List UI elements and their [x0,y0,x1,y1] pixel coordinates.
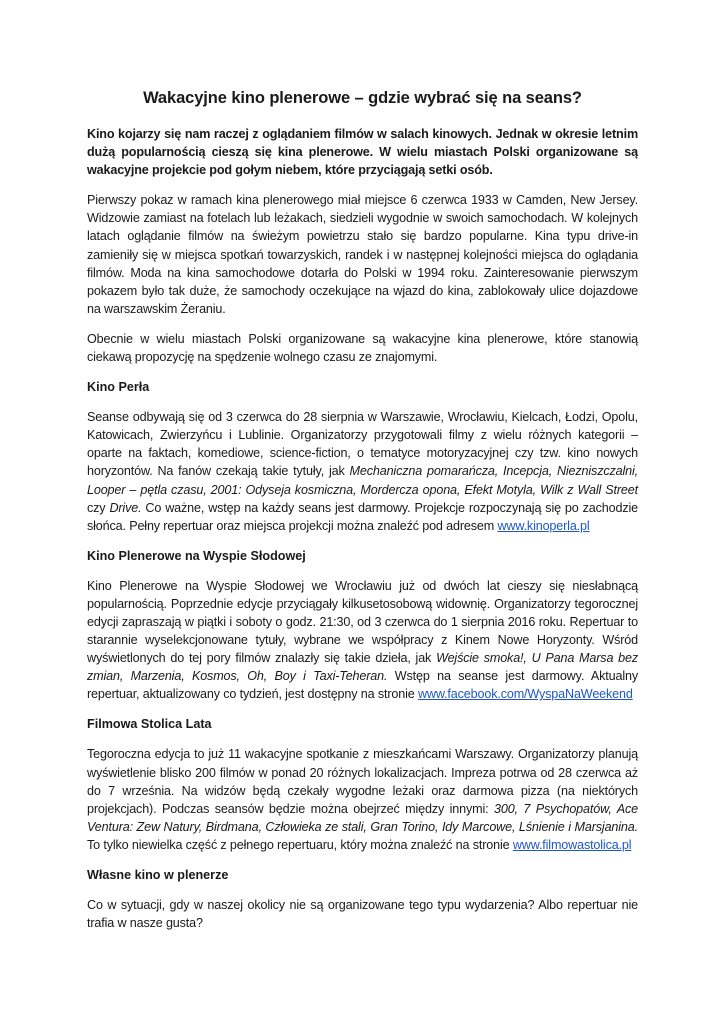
text-span: Kino Plenerowe na Wyspie Słodowej we Wrocławiu już od dwóch lat cieszy się niesłabnącą popularnością. Poprzednie edycje przyciągały kilkusetosobową widownię. Organizatorzy tegorocznej edycji zapraszają w piątki i soboty o godz. 21:30, od 3 czerwca do 1 sierpnia 2016 roku. Repertuar to starannie wyselekcjonowane tytuły, wybrane we współpracy z Kinem Nowe Horyzonty. Wśród wyświetlonych do tej pory filmów znalazły się takie dzieła, jak [87,578,638,666]
link-facebook-wyspa[interactable]: www.facebook.com/WyspaNaWeekend [417,687,633,702]
section-heading-wyspa: Kino Plenerowe na Wyspie Słodowej [87,548,306,563]
section-heading-wlasne: Własne kino w plenerze [87,868,229,882]
intro-paragraph-2: Obecnie w wielu miastach Polski organizowane są wakacyjne kina plenerowe, które stanowią ciekawą propozycję na spędzenie wolnego czasu ze znajomymi. [87,331,638,365]
lead-paragraph: Kino kojarzy się nam raczej z oglądaniem filmów w salach kinowych. Jednak w okresie letnim dużą popularnością cieszą się kina plenerowe. W wielu miastach Polski organizowane są wakacyjne projekcie pod gołym niebem, które przyciągają setki osób. [87,127,638,178]
text-span: Seanse odbywają się od 3 czerwca do 28 sierpnia w Warszawie, Wrocławiu, Kielcach, Łodzi, Opolu, Katowicach, Zwierzyńcu i Lublinie. Organizatorzy przygotowali filmy z wielu różnych kategorii – oparte na faktach, komediowe, science-fiction, o tematyce motoryzacyjnej czy tzw. kino nowych horyzontów. Na fanów czekają takie tytuły, jak [87,410,638,479]
film-titles: Wejście smoka!, U Pana Marsa bez zmian, Marzenia, Kosmos, Oh, Boy i Taxi-Teheran. [87,651,638,684]
text-span: To tylko niewielka część z pełnego repertuaru, który można znaleźć na stronie [87,837,513,852]
text-span: czy [87,500,110,515]
intro-paragraph-1: Pierwszy pokaz w ramach kina plenerowego miał miejsce 6 czerwca 1933 w Camden, New Jersey. Widzowie zamiast na fotelach lub leżakach, siedzieli wygodnie w swoich samochodach. W kolejnych latach oglądanie filmów na świeżym powietrzu stało się bardzo popularne. Kina typu drive-in zamieniły się w miejsca spotkań towarzyskich, randek i w następnej kolejności miejsca do oglądania filmów. Moda na kina samochodowe dotarła do Polski w 1994 roku. Zainteresowanie pierwszym pokazem było tak duże, że samochody oczekujące na wjazd do kina, zablokowały ulice dojazdowe na warszawskim Żeraniu. [87,193,638,316]
section-heading-stolica: Filmowa Stolica Lata [87,717,212,732]
film-titles: Drive. [109,500,142,515]
page-title: Wakacyjne kino plenerowe – gdzie wybrać się na seans? [143,89,582,107]
film-titles: 300, 7 Psychopatów, Ace Ventura: Zew Natury, Birdmana, Człowieka ze stali, Gran Torino, Idy Marcowe, Lśnienie i Marsjanina. [87,801,638,834]
document-body [87,89,638,944]
section-heading-perla: Kino Perła [87,380,150,395]
link-filmowastolica[interactable]: www.filmowastolica.pl [512,837,632,852]
section-paragraph-wyspa [87,577,638,704]
film-titles: Mechaniczna pomarańcza, Incepcja, Niezniszczalni, Looper – pętla czasu, 2001: Odyseja kosmiczna, Mordercza opona, Efekt Motyla, Wilk z Wall Street [87,464,638,497]
text-span: Co ważne, wstęp na każdy seans jest darmowy. Projekcje rozpoczynają się po zachodzie słońca. Pełny repertuar oraz miejsca projekcji można znaleźć pod adresem [87,500,638,533]
section-paragraph-perla [87,408,638,535]
section-paragraph-stolica [87,745,638,854]
link-kinoperla[interactable]: www.kinoperla.pl [497,518,590,533]
section-paragraph-wlasne: Co w sytuacji, gdy w naszej okolicy nie są organizowane tego typu wydarzenia? Albo repertuar nie trafia w nasze gusta? [87,898,638,931]
text-span: Wstęp na seanse jest darmowy. Aktualny repertuar, aktualizowany co tydzień, jest dostępny na stronie [87,669,638,702]
text-span: Tegoroczna edycja to już 11 wakacyjne spotkanie z mieszkańcami Warszawy. Organizatorzy planują wyświetlenie blisko 200 filmów w ponad 20 różnych lokalizacjach. Impreza potrwa od 28 czerwca aż do 7 września. Na widzów będą czekały wygodne leżaki oraz darmowa pizza (na niektórych projekcjach). Podczas seansów będzie można obejrzeć między innymi: [87,747,638,816]
